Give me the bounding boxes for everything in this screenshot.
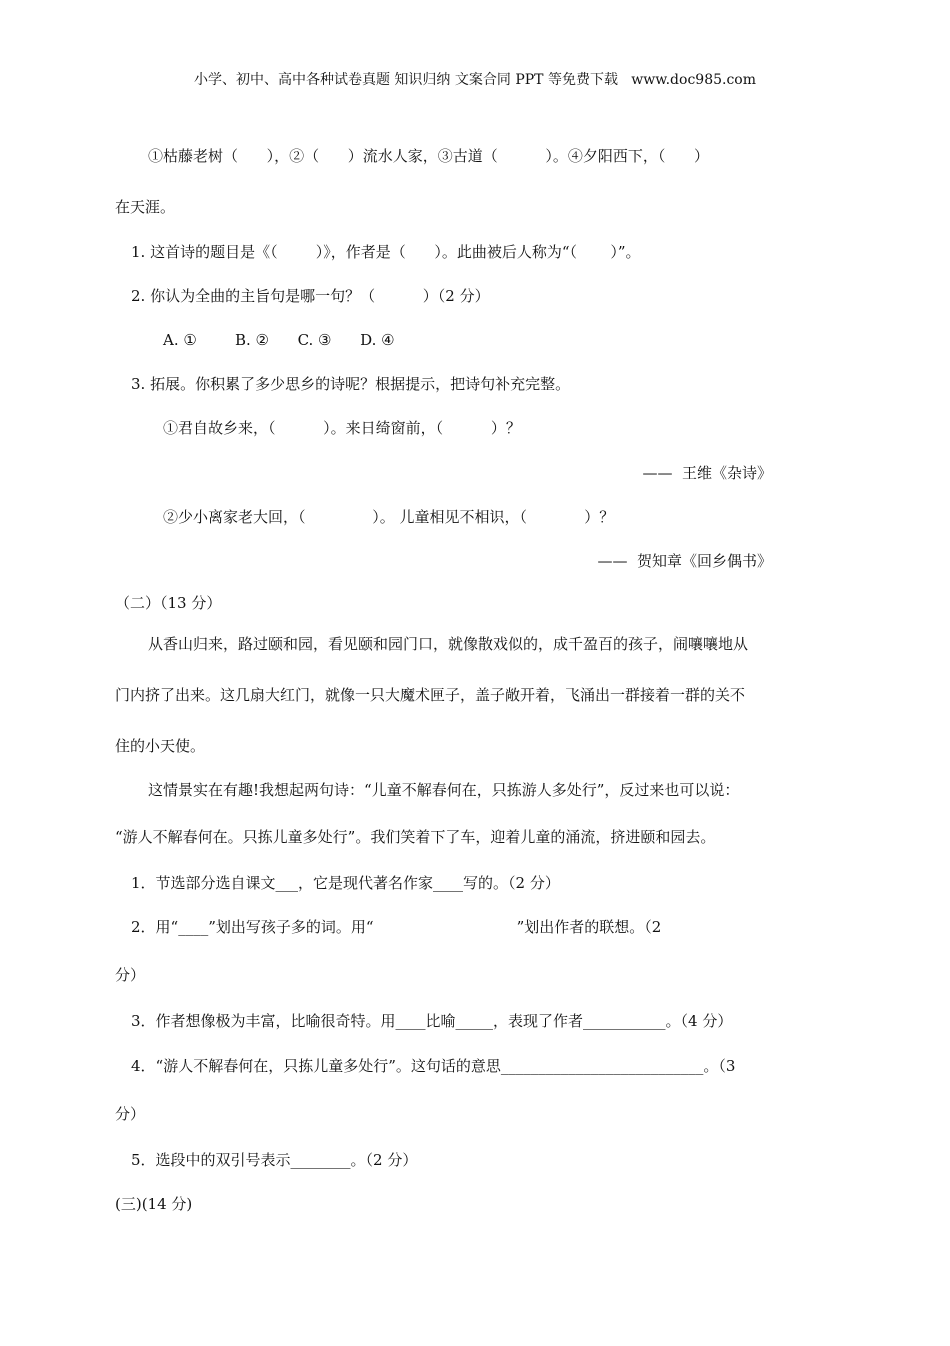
part2-question-4: 4．“游人不解春何在，只拣儿童多处行”。这句话的意思___________________________。（3 [131, 1057, 736, 1075]
page-header: 小学、初中、高中各种试卷真题 知识归纳 文案合同 PPT 等免费下载 www.doc985.com [193, 72, 756, 88]
part1-question-1: 1. 这首诗的题目是《（ ）》，作者是（ ）。此曲被后人称为“（ ）”。 [131, 243, 641, 261]
part2-question-5: 5．选段中的双引号表示________。（2 分） [131, 1151, 418, 1169]
part2-question-2: 2．用“____”划出写孩子多的词。用“ ”划出作者的联想。（2 [131, 918, 662, 936]
section-3-heading: (三)(14 分) [115, 1195, 193, 1213]
part2-question-4-cont: 分） [115, 1105, 146, 1123]
poem-line-2: 在天涯。 [115, 198, 176, 216]
section-2-heading: （二）（13 分） [115, 594, 222, 612]
passage-para2-line2: “游人不解春何在。只拣儿童多处行”。我们笑着下了车，迎着儿童的涌流，挤进颐和园去。 [115, 828, 716, 846]
part2-question-2-cont: 分） [115, 966, 146, 984]
passage-para2-line1: 这情景实在有趣!我想起两句诗：“儿童不解春何在，只拣游人多处行”，反过来也可以说： [148, 781, 740, 799]
poem-line-1: ①枯藤老树（ ），②（ ）流水人家，③古道（ ）。④夕阳西下，（ ） [148, 147, 710, 165]
part1-question-2: 2. 你认为全曲的主旨句是哪一句？（ ）（2 分） [131, 287, 490, 305]
part2-question-3: 3．作者想像极为丰富，比喻很奇特。用____比喻_____，表现了作者___________。（4 分） [131, 1012, 733, 1030]
part2-question-1: 1．节选部分选自课文___，它是现代著名作家____写的。（2 分） [131, 874, 560, 892]
poem-prompt-2: ②少小离家老大回，（ ）。 儿童相见不相识，（ ）？ [163, 508, 615, 526]
poem-source-1: —— 王维《杂诗》 [642, 464, 772, 482]
passage-para1-line3: 住的小天使。 [115, 737, 206, 755]
poem-source-2: —— 贺知章《回乡偶书》 [597, 552, 772, 570]
passage-para1-line2: 门内挤了出来。这几扇大红门，就像一只大魔术匣子，盖子敞开着，飞涌出一群接着一群的关不 [115, 686, 746, 704]
passage-para1-line1: 从香山归来，路过颐和园，看见颐和园门口，就像散戏似的，成千盈百的孩子，闹嚷嚷地从 [148, 635, 749, 653]
part1-question-2-options: A. ① B. ② C. ③ D. ④ [163, 331, 395, 349]
part1-question-3: 3. 拓展。你积累了多少思乡的诗呢？根据提示，把诗句补充完整。 [131, 375, 571, 393]
poem-prompt-1: ①君自故乡来，（ ）。来日绮窗前，（ ）？ [163, 419, 521, 437]
